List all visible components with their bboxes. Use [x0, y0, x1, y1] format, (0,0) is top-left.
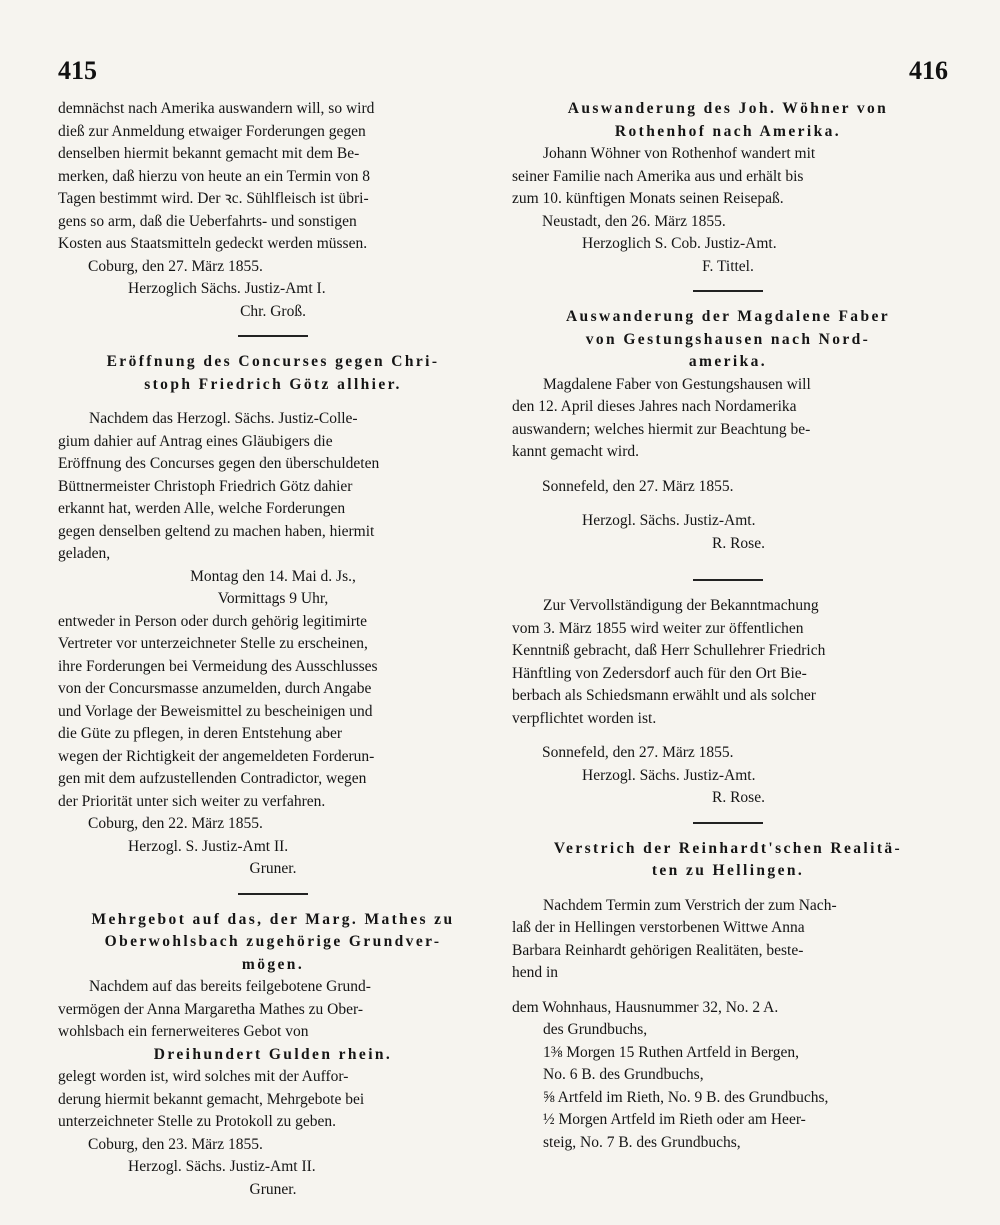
notice-heading: Auswanderung des Joh. Wöhner von [567, 100, 889, 117]
text-line: die Güte zu pflegen, in deren Entstehung aber [58, 725, 343, 742]
section-divider [238, 335, 308, 337]
property-item: ½ Morgen Artfeld im Rieth oder am Heer- [543, 1111, 806, 1128]
text-line: ihre Forderungen bei Vermeidung des Ausschlusses [58, 657, 378, 675]
property-item: dem Wohnhaus, Hausnummer 32, No. 2 A. [512, 998, 779, 1016]
text-line: gelegt worden ist, wird solches mit der Auffor- [58, 1068, 349, 1085]
notice-signature: Chr. Groß. [240, 302, 306, 320]
text-line: Büttnermeister Christoph Friedrich Götz dahier [58, 477, 353, 495]
notice-signature: Gruner. [249, 1180, 297, 1198]
notice-office: Herzoglich Sächs. Justiz-Amt I. [128, 280, 326, 297]
notice-office: Herzogl. Sächs. Justiz-Amt II. [128, 1158, 316, 1175]
text-line: unterzeichneter Stelle zu Protokoll zu geben. [58, 1113, 337, 1130]
notice-date: Coburg, den 23. März 1855. [88, 1135, 263, 1153]
text-line: Nachdem Termin zum Verstrich der zum Nach- [543, 896, 837, 914]
text-line: wohlsbach ein fernerweiteres Gebot von [58, 1023, 309, 1040]
page-number-left: 415 [58, 56, 97, 85]
notice-signature: Gruner. [249, 860, 297, 877]
text-line: Tagen bestimmt wird. Der ꝛc. Sühlfleisch ist übri- [58, 190, 369, 207]
property-item: ⅝ Artfeld im Rieth, No. 9 B. des Grundbuchs, [543, 1088, 829, 1106]
notice-office: Herzogl. Sächs. Justiz-Amt. [582, 512, 756, 529]
text-line: Barbara Reinhardt gehörigen Realitäten, beste- [512, 941, 804, 959]
text-line: Nachdem das Herzogl. Sächs. Justiz-Colle- [89, 410, 358, 427]
notice-heading: Auswanderung der Magdalene Faber [565, 308, 891, 325]
notice-date: Coburg, den 22. März 1855. [88, 815, 263, 832]
notice-heading: Mehrgebot auf das, der Marg. Mathes zu [91, 910, 455, 928]
text-line: berbach als Schiedsmann erwählt und als solcher [512, 687, 816, 704]
property-item: No. 6 B. des Grundbuchs, [543, 1066, 704, 1083]
notice-date: Sonnefeld, den 27. März 1855. [542, 477, 734, 495]
notice-heading: Verstrich der Reinhardt'schen Realitä- [553, 839, 903, 857]
text-line: gegen denselben geltend zu machen haben, hiermit [58, 522, 375, 540]
text-line: Hänftling von Zedersdorf auch für den Ort Bie- [512, 664, 807, 682]
property-item: 1⅜ Morgen 15 Ruthen Artfeld in Bergen, [543, 1043, 800, 1061]
notice-schiedsmann [512, 595, 944, 810]
section-divider [693, 822, 763, 824]
notice-heading: Eröffnung des Concurses gegen Chri- [106, 353, 440, 370]
notice-office: Herzogl. Sächs. Justiz-Amt. [582, 766, 756, 784]
property-item: des Grundbuchs, [543, 1021, 648, 1038]
text-line: Kosten aus Staatsmitteln gedeckt werden müssen. [58, 235, 368, 252]
notice-heading: Oberwohlsbach zugehörige Grundver- [104, 933, 442, 950]
bid-amount: Dreihundert Gulden rhein. [153, 1045, 393, 1063]
page-number-right: 416 [909, 56, 948, 85]
text-line: Eröffnung des Concurses gegen den überschuldeten [58, 455, 380, 472]
notice-heading: mögen. [241, 955, 305, 973]
text-line: wegen der Richtigkeit der angemeldeten Forderun- [58, 747, 375, 765]
notice-signature: R. Rose. [712, 534, 765, 552]
text-line: Zur Vervollständigung der Bekanntmachung [543, 597, 819, 614]
text-line: gen mit dem aufzustellenden Contradictor, wegen [58, 770, 367, 787]
text-line: von der Concursmasse anzumelden, durch Angabe [58, 680, 372, 697]
text-line: erkannt hat, werden Alle, welche Forderungen [58, 500, 346, 517]
text-line: auswandern; welches hiermit zur Beachtung be- [512, 420, 811, 438]
notice-signature: F. Tittel. [702, 257, 754, 275]
section-divider [238, 893, 308, 895]
text-line: vermögen der Anna Margaretha Mathes zu Ober- [58, 1000, 363, 1018]
notice-heading: ten zu Hellingen. [651, 862, 805, 879]
notice-heading: amerika. [688, 353, 768, 370]
text-line: hend in [512, 964, 559, 981]
text-line: Vertreter vor unterzeichneter Stelle zu erscheinen, [58, 635, 368, 652]
text-line: der Priorität unter sich weiter zu verfahren. [58, 792, 326, 810]
left-column [58, 98, 488, 1201]
text-line: gens so arm, daß die Ueberfahrts- und sonstigen [58, 212, 357, 230]
text-line: zum 10. künftigen Monats seinen Reisepaß. [512, 190, 784, 207]
notice-heading: von Gestungshausen nach Nord- [585, 330, 871, 348]
text-line: und Vorlage der Beweismittel zu bescheinigen und [58, 702, 373, 720]
notice-date: Neustadt, den 26. März 1855. [542, 212, 726, 230]
text-line: demnächst nach Amerika auswandern will, so wird [58, 100, 375, 117]
text-line: Johann Wöhner von Rothenhof wandert mit [543, 145, 816, 162]
notice-faber [512, 306, 944, 555]
notice-mehrgebot-mathes [58, 909, 488, 1202]
text-line: kannt gemacht wird. [512, 443, 639, 460]
notice-heading: stoph Friedrich Götz allhier. [144, 375, 402, 393]
notice-office: Herzogl. S. Justiz-Amt II. [128, 837, 289, 855]
text-line: derung hiermit bekannt gemacht, Mehrgebote bei [58, 1090, 365, 1108]
section-divider [693, 579, 763, 581]
text-line: den 12. April dieses Jahres nach Nordamerika [512, 398, 797, 415]
notice-office: Herzoglich S. Cob. Justiz-Amt. [582, 235, 777, 252]
text-line: geladen, [58, 545, 111, 562]
notice-date: Sonnefeld, den 27. März 1855. [542, 744, 734, 761]
text-line: verpflichtet worden ist. [512, 709, 657, 727]
property-item: steig, No. 7 B. des Grundbuchs, [543, 1133, 741, 1151]
notice-date: Coburg, den 27. März 1855. [88, 257, 263, 275]
notice-woehner [512, 98, 944, 278]
notice-reinhardt [512, 838, 944, 1155]
text-line: dieß zur Anmeldung etwaiger Forderungen gegen [58, 122, 366, 140]
text-line: denselben hiermit bekannt gemacht mit dem Be- [58, 145, 360, 162]
text-line: laß der in Hellingen verstorbenen Wittwe Anna [512, 919, 805, 936]
text-line: seiner Familie nach Amerika aus und erhält bis [512, 167, 804, 185]
text-line: entweder in Person oder durch gehörig legitimirte [58, 612, 368, 630]
term-time: Vormittags 9 Uhr, [217, 590, 329, 607]
term-date: Montag den 14. Mai d. Js., [190, 567, 356, 585]
text-line: Nachdem auf das bereits feilgebotene Grund- [89, 978, 371, 995]
text-line: merken, daß hierzu von heute an ein Termin von 8 [58, 167, 370, 185]
notice-heading: Rothenhof nach Amerika. [614, 122, 842, 140]
notice-suehlfleisch [58, 98, 488, 323]
notice-concurs-goetz [58, 351, 488, 881]
section-divider [693, 290, 763, 292]
text-line: vom 3. März 1855 wird weiter zur öffentlichen [512, 619, 804, 637]
right-column [512, 98, 944, 1154]
text-line: gium dahier auf Antrag eines Gläubigers die [58, 432, 333, 450]
text-line: Kenntniß gebracht, daß Herr Schullehrer Friedrich [512, 642, 826, 659]
text-line: Magdalene Faber von Gestungshausen will [543, 375, 811, 393]
notice-signature: R. Rose. [712, 789, 765, 806]
